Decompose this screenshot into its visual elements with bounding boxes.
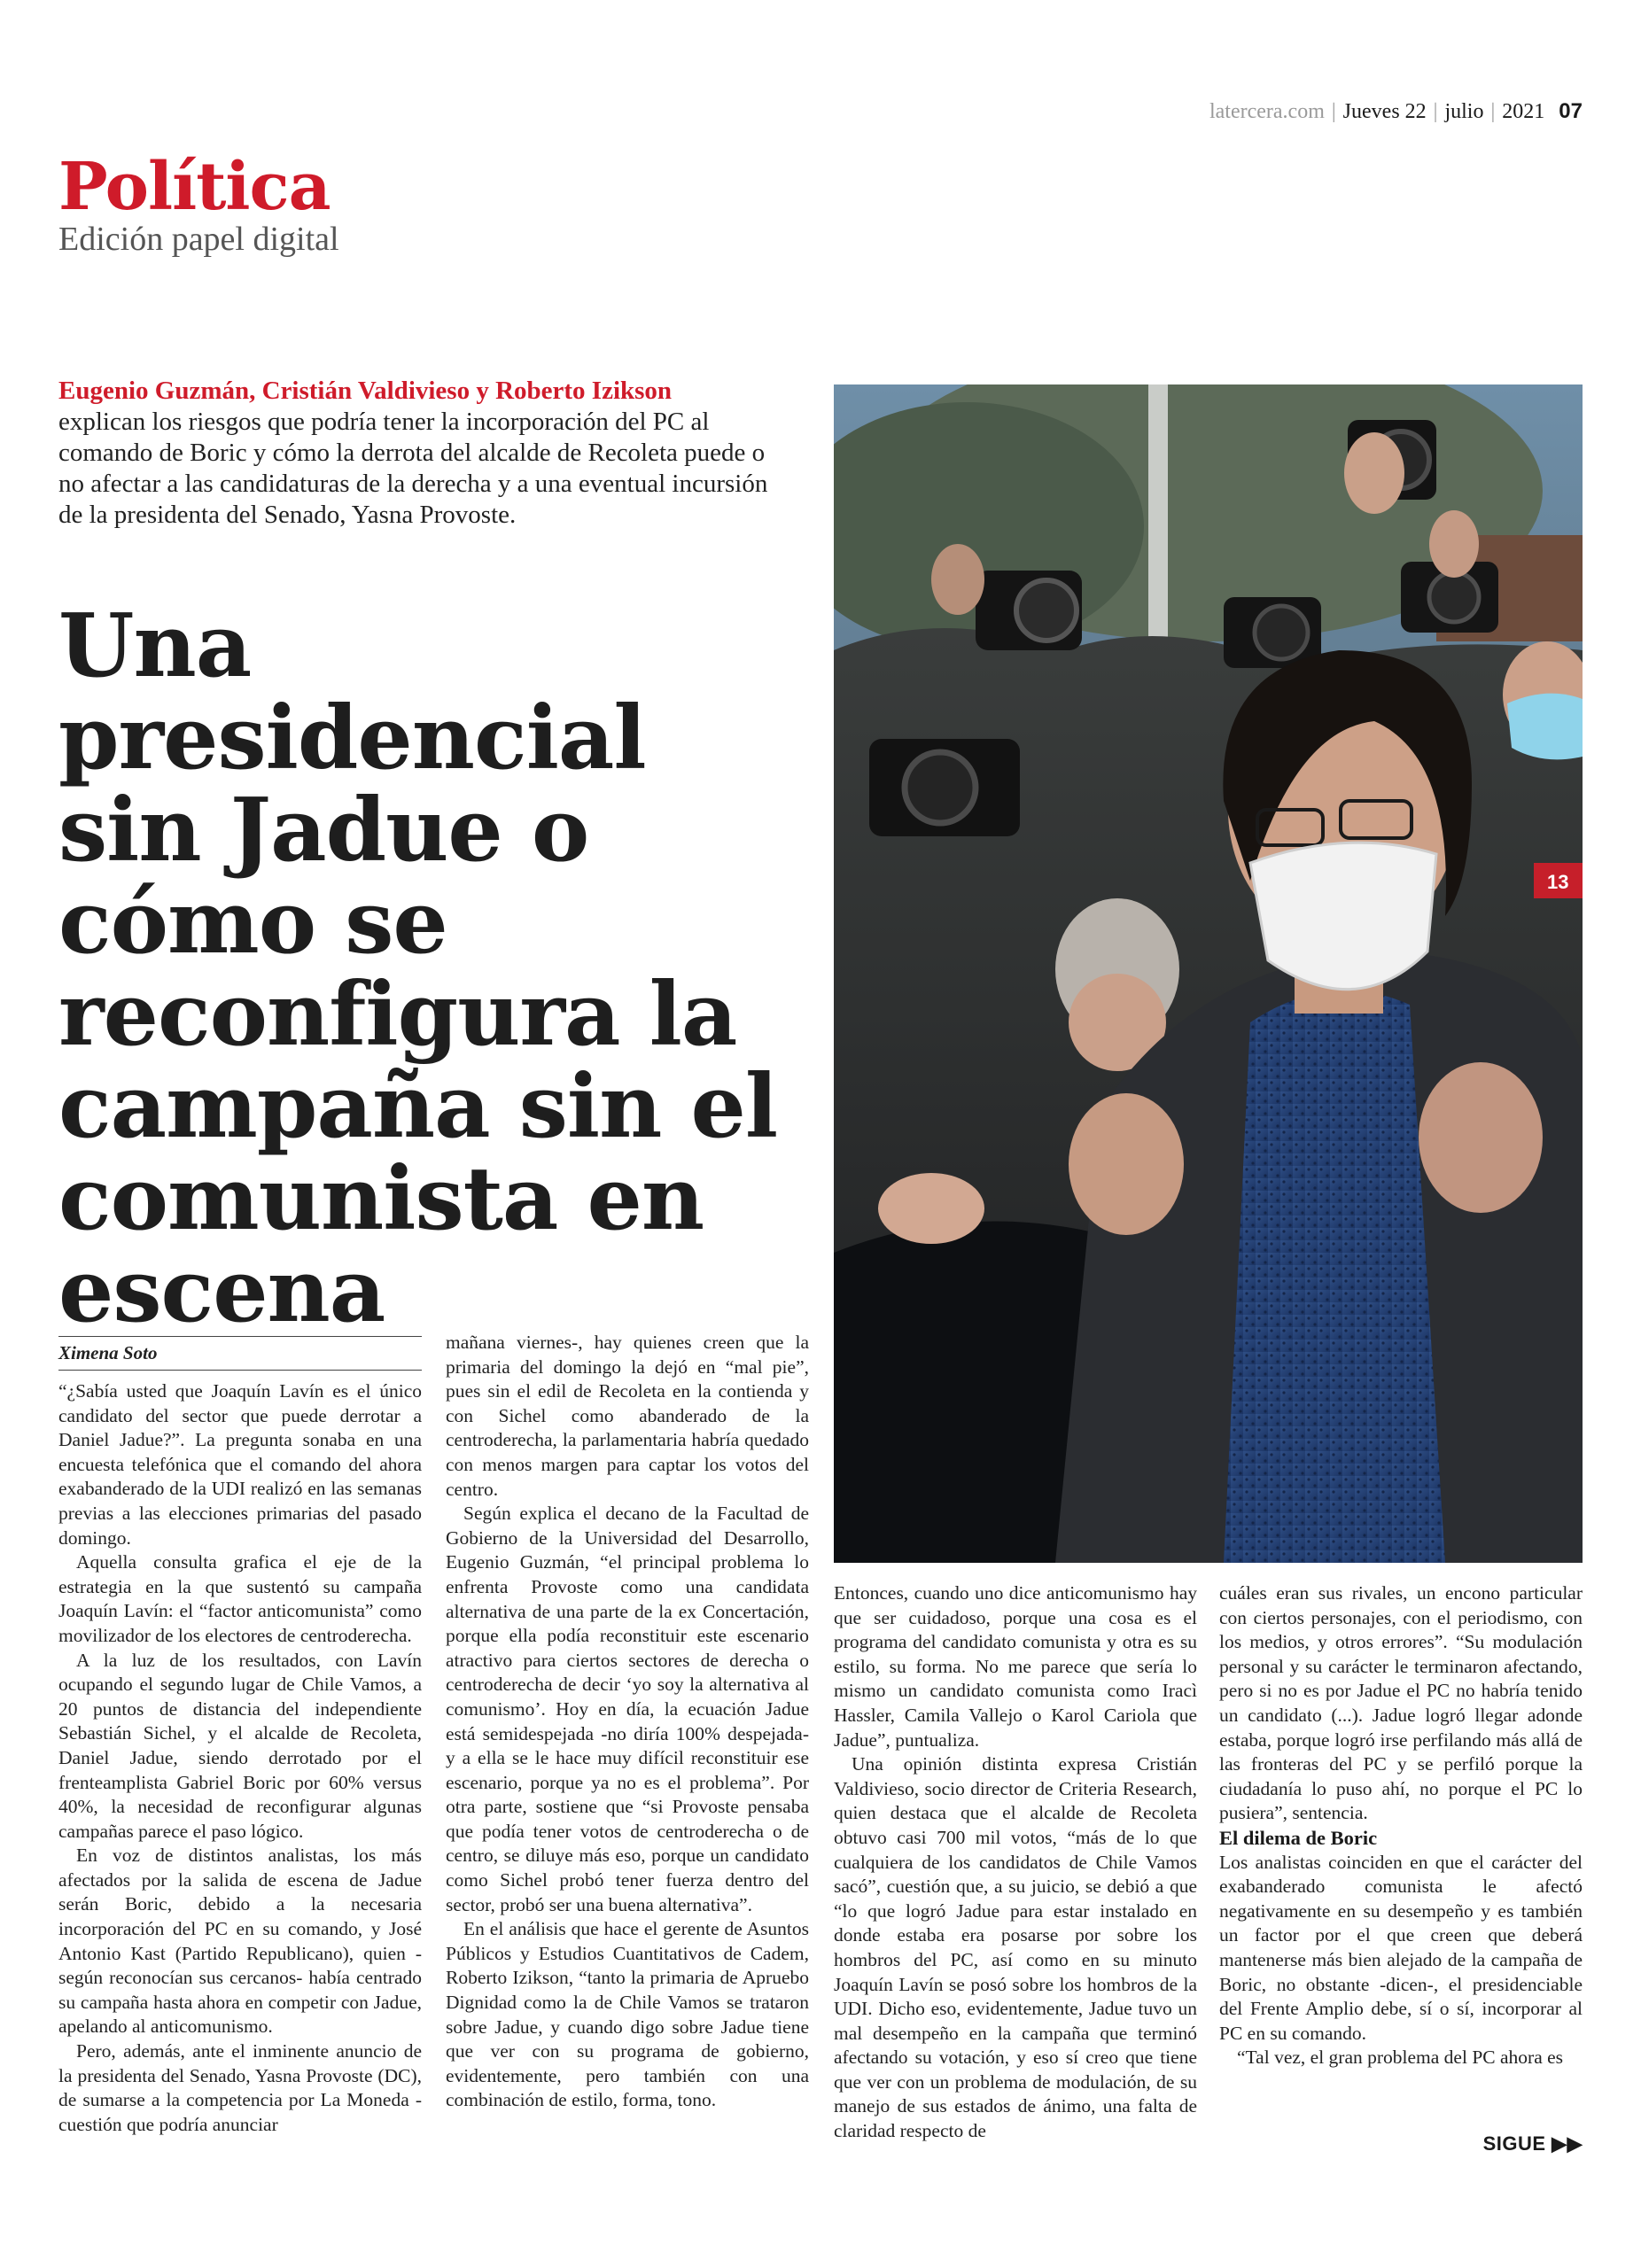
subhead: El dilema de Boric xyxy=(1219,1826,1378,1849)
deck-authors: Eugenio Guzmán, Cristián Valdivieso y Roberto Izikson xyxy=(58,377,673,405)
paragraph: Aquella consulta grafica el eje de la estrategia en la que sustentó su campaña Joaquín Lavín: el “factor anticomunista” como movilizador de los electores de centroderecha. xyxy=(58,1551,422,1646)
paragraph: Los analistas coinciden en que el carácter del exabanderado comunista le afectó negativamente en su desempeño y es también un factor por el que creen que deberá mantenerse más bien alejado de la campaña de Boric, no obstante -dicen-, el presidenciable del Frente Amplio debe, sí o sí, incorporar al PC en su comando. xyxy=(1219,1851,1583,2044)
date-month: julio xyxy=(1444,100,1484,123)
photo-illustration xyxy=(834,384,1583,1563)
continue-link[interactable]: SIGUE ▶▶ xyxy=(1482,2132,1583,2155)
paragraph: Entonces, cuando uno dice anticomunismo hay que ser cuidadoso, porque una cosa es el programa del candidato comunista y otra es su estilo, su forma. No me parece que sería lo mismo un candidato comunista como Iracì Hassler, Camila Vallejo o Karol Cariola que Jadue”, puntualiza. xyxy=(834,1582,1197,1751)
paragraph: Según explica el decano de la Facultad de Gobierno de la Universidad del Desarrollo, Eugenio Guzmán, “el principal problema lo enfrenta Provoste como una candidata alternativa de una parte de la ex Concertación, porque ella podía reconstituir este escenario atractivo para ciertos sectores de derecha o centroderecha de decir ‘yo soy la alternativa al comunismo’. Hoy en día, la ecuación Jadue está semidespejada -no diría 100% despejada- y a ella se le hace muy difícil reconstituir ese escenario, porque ya no es el problema”. Por otra parte, sostiene que “si Provoste pensaba que podía tener votos de centroderecha o de centro, se diluye más eso, porque un candidato como Sichel probó tener fuerza dentro del sector, probó ser una buena alternativa”. xyxy=(446,1503,809,1915)
body-column-2 xyxy=(446,1331,809,2113)
paragraph: Pero, además, ante el inminente anuncio de la presidenta del Senado, Yasna Provoste (DC), de sumarse a la competencia por La Moneda -cuestión que podría anunciar xyxy=(58,2040,422,2135)
section-subtitle: Edición papel digital xyxy=(58,221,339,258)
section-title: Política xyxy=(58,149,331,225)
page-number: 07 xyxy=(1559,99,1583,123)
byline-rule-bottom xyxy=(58,1370,422,1371)
paragraph: En voz de distintos analistas, los más afectados por la salida de escena de Jadue serán Boric, debido a la necesaria incorporación del PC en su comando, y José Antonio Kast (Partido Republicano), quien -según reconocían sus cercanos- había centrado su campaña hasta ahora en competir con Jadue, apelando al anticomunismo. xyxy=(58,1845,422,2038)
byline: Ximena Soto xyxy=(58,1342,158,1363)
date-day: Jueves 22 xyxy=(1342,100,1427,123)
deck-text: explican los riesgos que podría tener la incorporación del PC al comando de Boric y cómo la derrota del alcalde de Recoleta puede o no afectar a las candidaturas de la derecha y a una eventual incursión de la presidenta del Senado, Yasna Provoste. xyxy=(58,408,768,529)
paragraph: cuáles eran sus rivales, un encono particular con ciertos personajes, con el periodismo, con los medios, y otros errores”. “Su modulación personal y su carácter le terminaron afectando, pero si no es por Jadue el PC no habría tenido un candidato (...). Jadue logró llegar adonde estaba, porque logró irse perfilando más allá de las fronteras del PC y se perfiló porque la ciudadanía lo puso ahí, no porque el PC lo pusiera”, sentencia. xyxy=(1219,1582,1583,1824)
article-photo xyxy=(834,384,1583,1563)
article-headline: Una presidencial sin Jadue o cómo se reconfigura la campaña sin el comunista en escena xyxy=(58,595,778,1342)
paragraph: En el análisis que hace el gerente de Asuntos Públicos y Estudios Cuantitativos de Cadem, Roberto Izikson, “tanto la primaria de Apruebo Dignidad como la de Chile Vamos se trataron sobre Jadue, y cuando digo sobre Jadue tiene que ver con su programa de gobierno, evidentemente, pero también con una combinación de estilo, forma, tono. xyxy=(446,1918,809,2111)
body-column-3 xyxy=(834,1581,1197,2144)
site-name: latercera.com xyxy=(1209,100,1325,123)
body-column-1 xyxy=(58,1379,422,2137)
article-deck xyxy=(58,376,794,531)
photo-badge: 13 xyxy=(1547,871,1569,893)
paragraph: mañana viernes-, hay quienes creen que la primaria del domingo la dejó en “mal pie”, pues sin el edil de Recoleta en la contienda y con Sichel como abanderado de la centroderecha, la parlamentaria habría quedado con menos margen para captar los votos del centro. xyxy=(446,1332,809,1500)
running-head: latercera.com | Jueves 22 | julio | 2021 07 xyxy=(1209,99,1583,123)
body-column-4 xyxy=(1219,1581,1583,2070)
paragraph: “Tal vez, el gran problema del PC ahora es xyxy=(1237,2047,1564,2069)
paragraph: Una opinión distinta expresa Cristián Valdivieso, socio director de Criteria Research, quien destaca que el alcalde de Recoleta obtuvo casi 700 mil votos, “más de lo que cualquiera de los candidatos de Chile Vamos sacó”, cuestión que, a su juicio, se debió a que “lo que logró Jadue para estar instalado en donde estaba era posarse por sobre los hombros del PC, así como en su minuto Joaquín Lavín se posó sobre los hombros de la UDI. Dicho eso, evidentemente, Jadue tuvo un mal desempeño en la campaña que terminó afectando su votación, y eso sí creo que tiene que ver con un problema de modulación, de su manejo de sus estados de ánimo, una falta de claridad respecto de xyxy=(834,1753,1197,2142)
paragraph: A la luz de los resultados, con Lavín ocupando el segundo lugar de Chile Vamos, a 20 puntos de distancia del independiente Sebastián Sichel, y el alcalde de Recoleta, Daniel Jadue, siendo derrotado por el frenteamplista Gabriel Boric por 60% versus 40%, la necesidad de reconfigurar algunas campañas parece el paso lógico. xyxy=(58,1649,422,1842)
date-year: 2021 xyxy=(1502,100,1545,123)
byline-rule-top xyxy=(58,1336,422,1337)
paragraph: “¿Sabía usted que Joaquín Lavín es el único candidato del sector que puede derrotar a Daniel Jadue?”. La pregunta sonaba en una encuesta telefónica que el comando del ahora exabanderado de la UDI realizó en las semanas previas a las elecciones primarias del pasado domingo. xyxy=(58,1380,422,1549)
